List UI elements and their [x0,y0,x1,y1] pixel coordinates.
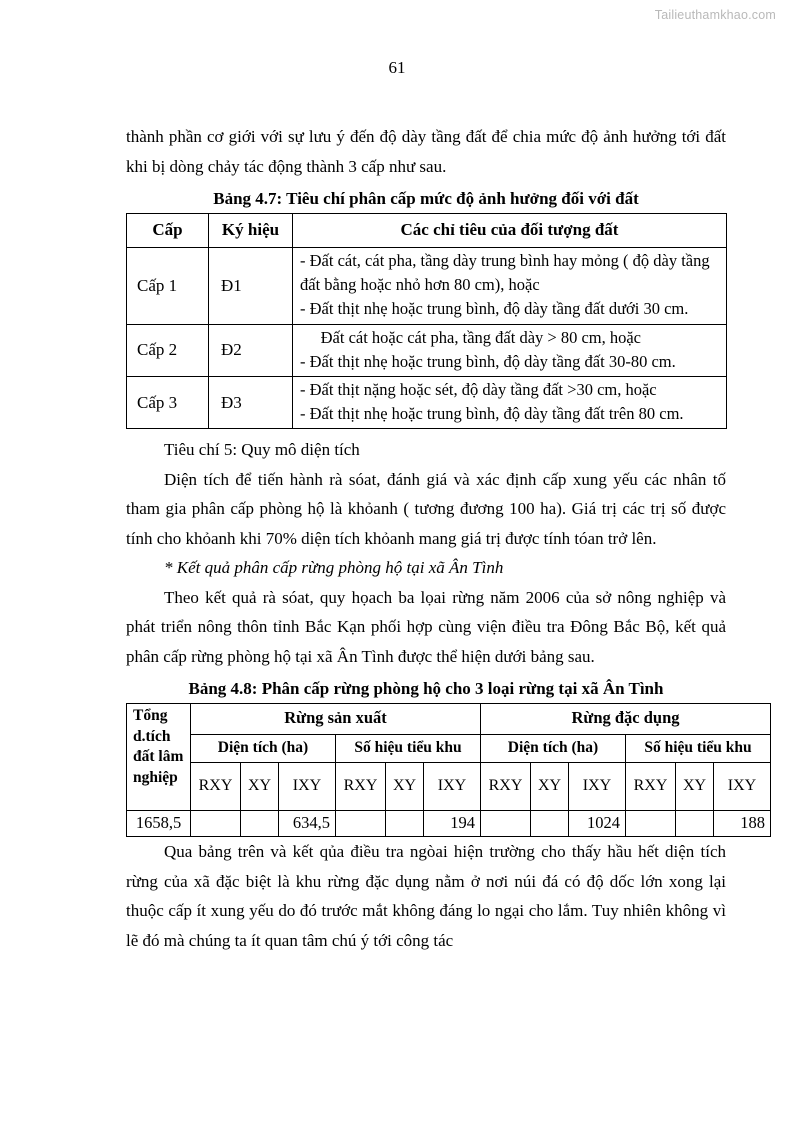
criterion-5-paragraph: Diện tích để tiến hành rà sóat, đánh giá và xác định cấp xung yếu các nhân tố tham gia phân cấp phòng hộ là khỏanh ( tương đương 100 ha). Giá trị các trị số được tính cho khỏanh khi 70% diện tích khỏanh mang giá trị được tính tóan trở lên. [126,469,726,548]
cell-symbol: Đ1 [209,248,293,325]
criteria-line: - Đất thịt nặng hoặc sét, độ dày tầng đất >30 cm, hoặc [300,380,657,400]
cell-symbol: Đ3 [209,377,293,429]
cell-level: Cấp 1 [127,248,209,325]
column-header-rxy: RXY [191,763,241,811]
group-header-special-use-forest: Rừng đặc dụng [481,704,771,735]
table-row-header [127,214,727,248]
criteria-line: - Đất cát, cát pha, tầng dày trung bình hay mỏng ( độ dày tầng đất bằng hoặc nhỏ hơn 80 cm), hoặc [300,251,714,295]
cell-value [191,810,241,837]
table-4-8 [126,703,771,837]
closing-paragraph: Qua bảng trên và kết qủa điều tra ngòai hiện trường cho thấy hầu hết diện tích rừng của xã đặc biệt là khu rừng đặc dụng nằm ở nơi núi đá có độ dốc lớn xong lại thuộc cấp ít xung yếu do đó trước mắt không đáng lo ngại cho lắm. Tuy nhiên không vì lẽ đó mà chúng ta ít quan tâm chú ý tới công tác [126,842,726,950]
column-header-xy: XY [386,763,424,811]
column-header-rxy: RXY [336,763,386,811]
subgroup-header-subzone-code: Số hiệu tiểu khu [626,734,771,763]
criteria-line: - Đất thịt nhẹ hoặc trung bình, độ dày tầng đất dưới 30 cm. [300,299,689,319]
cell-level: Cấp 2 [127,324,209,376]
cell-criteria [293,324,727,376]
column-header-rxy: RXY [626,763,676,811]
intro-paragraph: thành phần cơ giới với sự lưu ý đến độ dày tầng đất để chia mức độ ảnh hưởng tới đất khi bị dòng chảy tác động thành 3 cấp như sau. [126,127,726,176]
cell-value [531,810,569,837]
column-header-ixy: IXY [279,763,336,811]
criteria-line: - Đất thịt nhẹ hoặc trung bình, độ dày tầng đất trên 80 cm. [300,404,684,424]
column-header-criteria: Các chỉ tiêu của đối tượng đất [293,214,727,248]
column-header-ixy: IXY [569,763,626,811]
cell-value: 634,5 [279,810,336,837]
group-header-production-forest: Rừng sản xuất [191,704,481,735]
cell-value [676,810,714,837]
table-row [127,248,727,325]
table-row [127,377,727,429]
cell-criteria [293,248,727,325]
page-number: 61 [388,58,406,77]
cell-value [626,810,676,837]
column-header-xy: XY [241,763,279,811]
cell-symbol: Đ2 [209,324,293,376]
table-4-7 [126,213,727,429]
criteria-line: - Đất thịt nhẹ hoặc trung bình, độ dày tầng đất 30-80 cm. [300,351,676,371]
site-watermark: Tailieuthamkhao.com [654,8,776,22]
cell-value: 1024 [569,810,626,837]
column-header-ixy: IXY [424,763,481,811]
table-row-header-group [127,704,771,735]
table-4-7-caption: Bảng 4.7: Tiêu chí phân cấp mức độ ảnh hưởng đối với đất [213,189,639,208]
subgroup-header-area: Diện tích (ha) [191,734,336,763]
cell-value [336,810,386,837]
table-4-8-caption: Bảng 4.8: Phân cấp rừng phòng hộ cho 3 loại rừng tại xã Ân Tình [188,679,664,699]
column-header-level: Cấp [127,214,209,248]
column-header-rxy: RXY [481,763,531,811]
result-paragraph: Theo kết quả rà sóat, quy họach ba lọai rừng năm 2006 của sở nông nghiệp và phát triển nông thôn tỉnh Bắc Kạn phối hợp cùng viện điều tra Đông Bắc Bộ, kết quả phân cấp rừng phòng hộ tại xã Ân Tình được thể hiện dưới bảng sau. [126,587,726,666]
cell-level: Cấp 3 [127,377,209,429]
cell-value [481,810,531,837]
criterion-5-heading: Tiêu chí 5: Quy mô diện tích [164,440,360,460]
page-content [126,122,766,955]
criteria-line: Đất cát hoặc cát pha, tầng đất dày > 80 cm, hoặc [300,327,642,347]
cell-value [241,810,279,837]
column-header-total-area: Tổng d.tích đất lâm nghiệp [127,704,191,811]
column-header-symbol: Ký hiệu [209,214,293,248]
cell-value [386,810,424,837]
column-header-xy: XY [676,763,714,811]
cell-value: 194 [424,810,481,837]
cell-value: 188 [714,810,771,837]
column-header-xy: XY [531,763,569,811]
subgroup-header-subzone-code: Số hiệu tiểu khu [336,734,481,763]
subgroup-header-area: Diện tích (ha) [481,734,626,763]
column-header-ixy: IXY [714,763,771,811]
cell-criteria [293,377,727,429]
table-row-header-leaf [127,763,771,811]
table-row-header-subgroup [127,734,771,763]
cell-total-area: 1658,5 [127,810,191,837]
table-row [127,810,771,837]
table-row [127,324,727,376]
result-heading: * Kết quả phân cấp rừng phòng hộ tại xã Ân Tình [164,558,504,578]
